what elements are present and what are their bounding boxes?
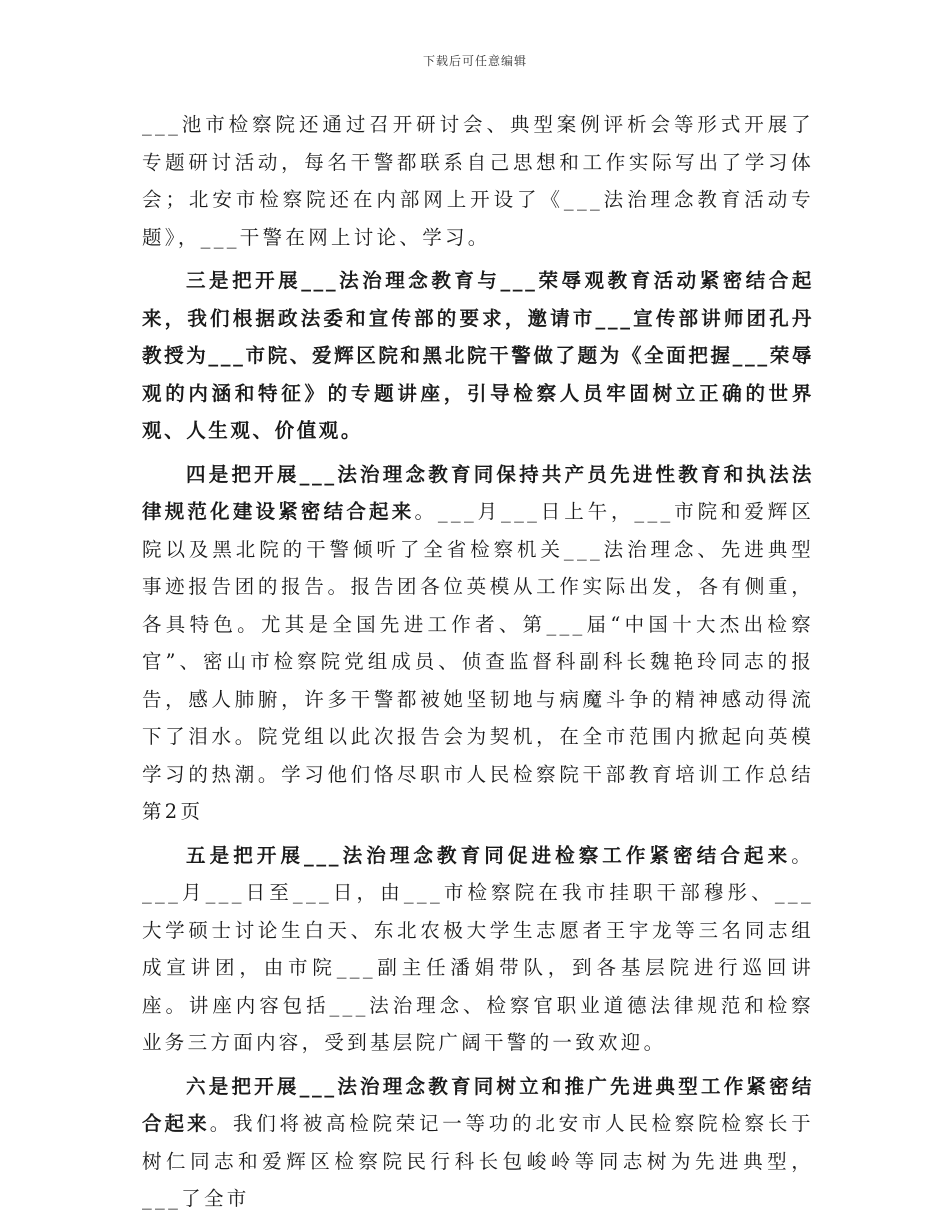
paragraph-5 (142, 1068, 814, 1218)
paragraph-2: 三是把开展___法治理念教育与___荣辱观教育活动紧密结合起来，我们根据政法委和宣传部的要求，邀请市___宣传部讲师团孔丹教授为___市院、爱辉区院和黑北院干警做了题为《全面把握___荣辱观的内涵和特征》的专题讲座，引导检察人员牢固树立正确的世界观、人生观、价值观。 (142, 269, 814, 442)
paragraph-3 (142, 456, 814, 831)
paragraph-4-text: 。___月___日至___日，由___市检察院在我市挂职干部穆彤、___大学硕士讨论生白天、东北农极大学生志愿者王宇龙等三名同志组成宣讲团，由市院___副主任潘娟带队，到各基层院进行巡回讲座。讲座内容包括___法治理念、检察官职业道德法律规范和检察业务三方面内容，受到基层院广阔干警的一致欢迎。 (142, 843, 814, 1054)
paragraph-4-heading: 五是把开展___法治理念教育同促进检察工作紧密结合起来 (186, 843, 792, 867)
document-body (142, 106, 814, 1218)
page-header: 下载后可任意编辑 (422, 54, 527, 68)
paragraph-5-heading: 六是把开展___法治理念教育同树立和推广先进典型工作紧密结合起来 (142, 1074, 814, 1135)
paragraph-4 (142, 837, 814, 1062)
paragraph-3-text: 。___月___日上午，___市院和爱辉区院以及黑北院的干警倾听了全省检察机关___法治理念、先进典型事迹报告团的报告。报告团各位英模从工作实际出发，各有侧重，各具特色。尤其是全国先进工作者、第___届“中国十大杰出检察官”、密山市检察院党组成员、侦查监督科副科长魏艳玲同志的报告，感人肺腑，许多干警都被她坚韧地与病魔斗争的精神感动得流下了泪水。院党组以此次报告会为契机，在全市范围内掀起向英模学习的热潮。学习他们恪尽职市人民检察院干部教育培训工作总结第2页 (142, 500, 814, 823)
paragraph-1: ___池市检察院还通过召开研讨会、典型案例评析会等形式开展了专题研讨活动，每名干警都联系自己思想和工作实际写出了学习体会；北安市检察院还在内部网上开设了《___法治理念教育活动专题》，___干警在网上讨论、学习。 (142, 113, 814, 249)
paragraph-3-heading: 四是把开展___法治理念教育同保持共产员先进性教育和执法法律规范化建设紧密结合起来 (142, 462, 814, 523)
paragraph-5-text: 。我们将被高检院荣记一等功的北安市人民检察院检察长于树仁同志和爱辉区检察院民行科长包峻岭等同志树为先进典型，___了全市 (142, 1112, 814, 1210)
